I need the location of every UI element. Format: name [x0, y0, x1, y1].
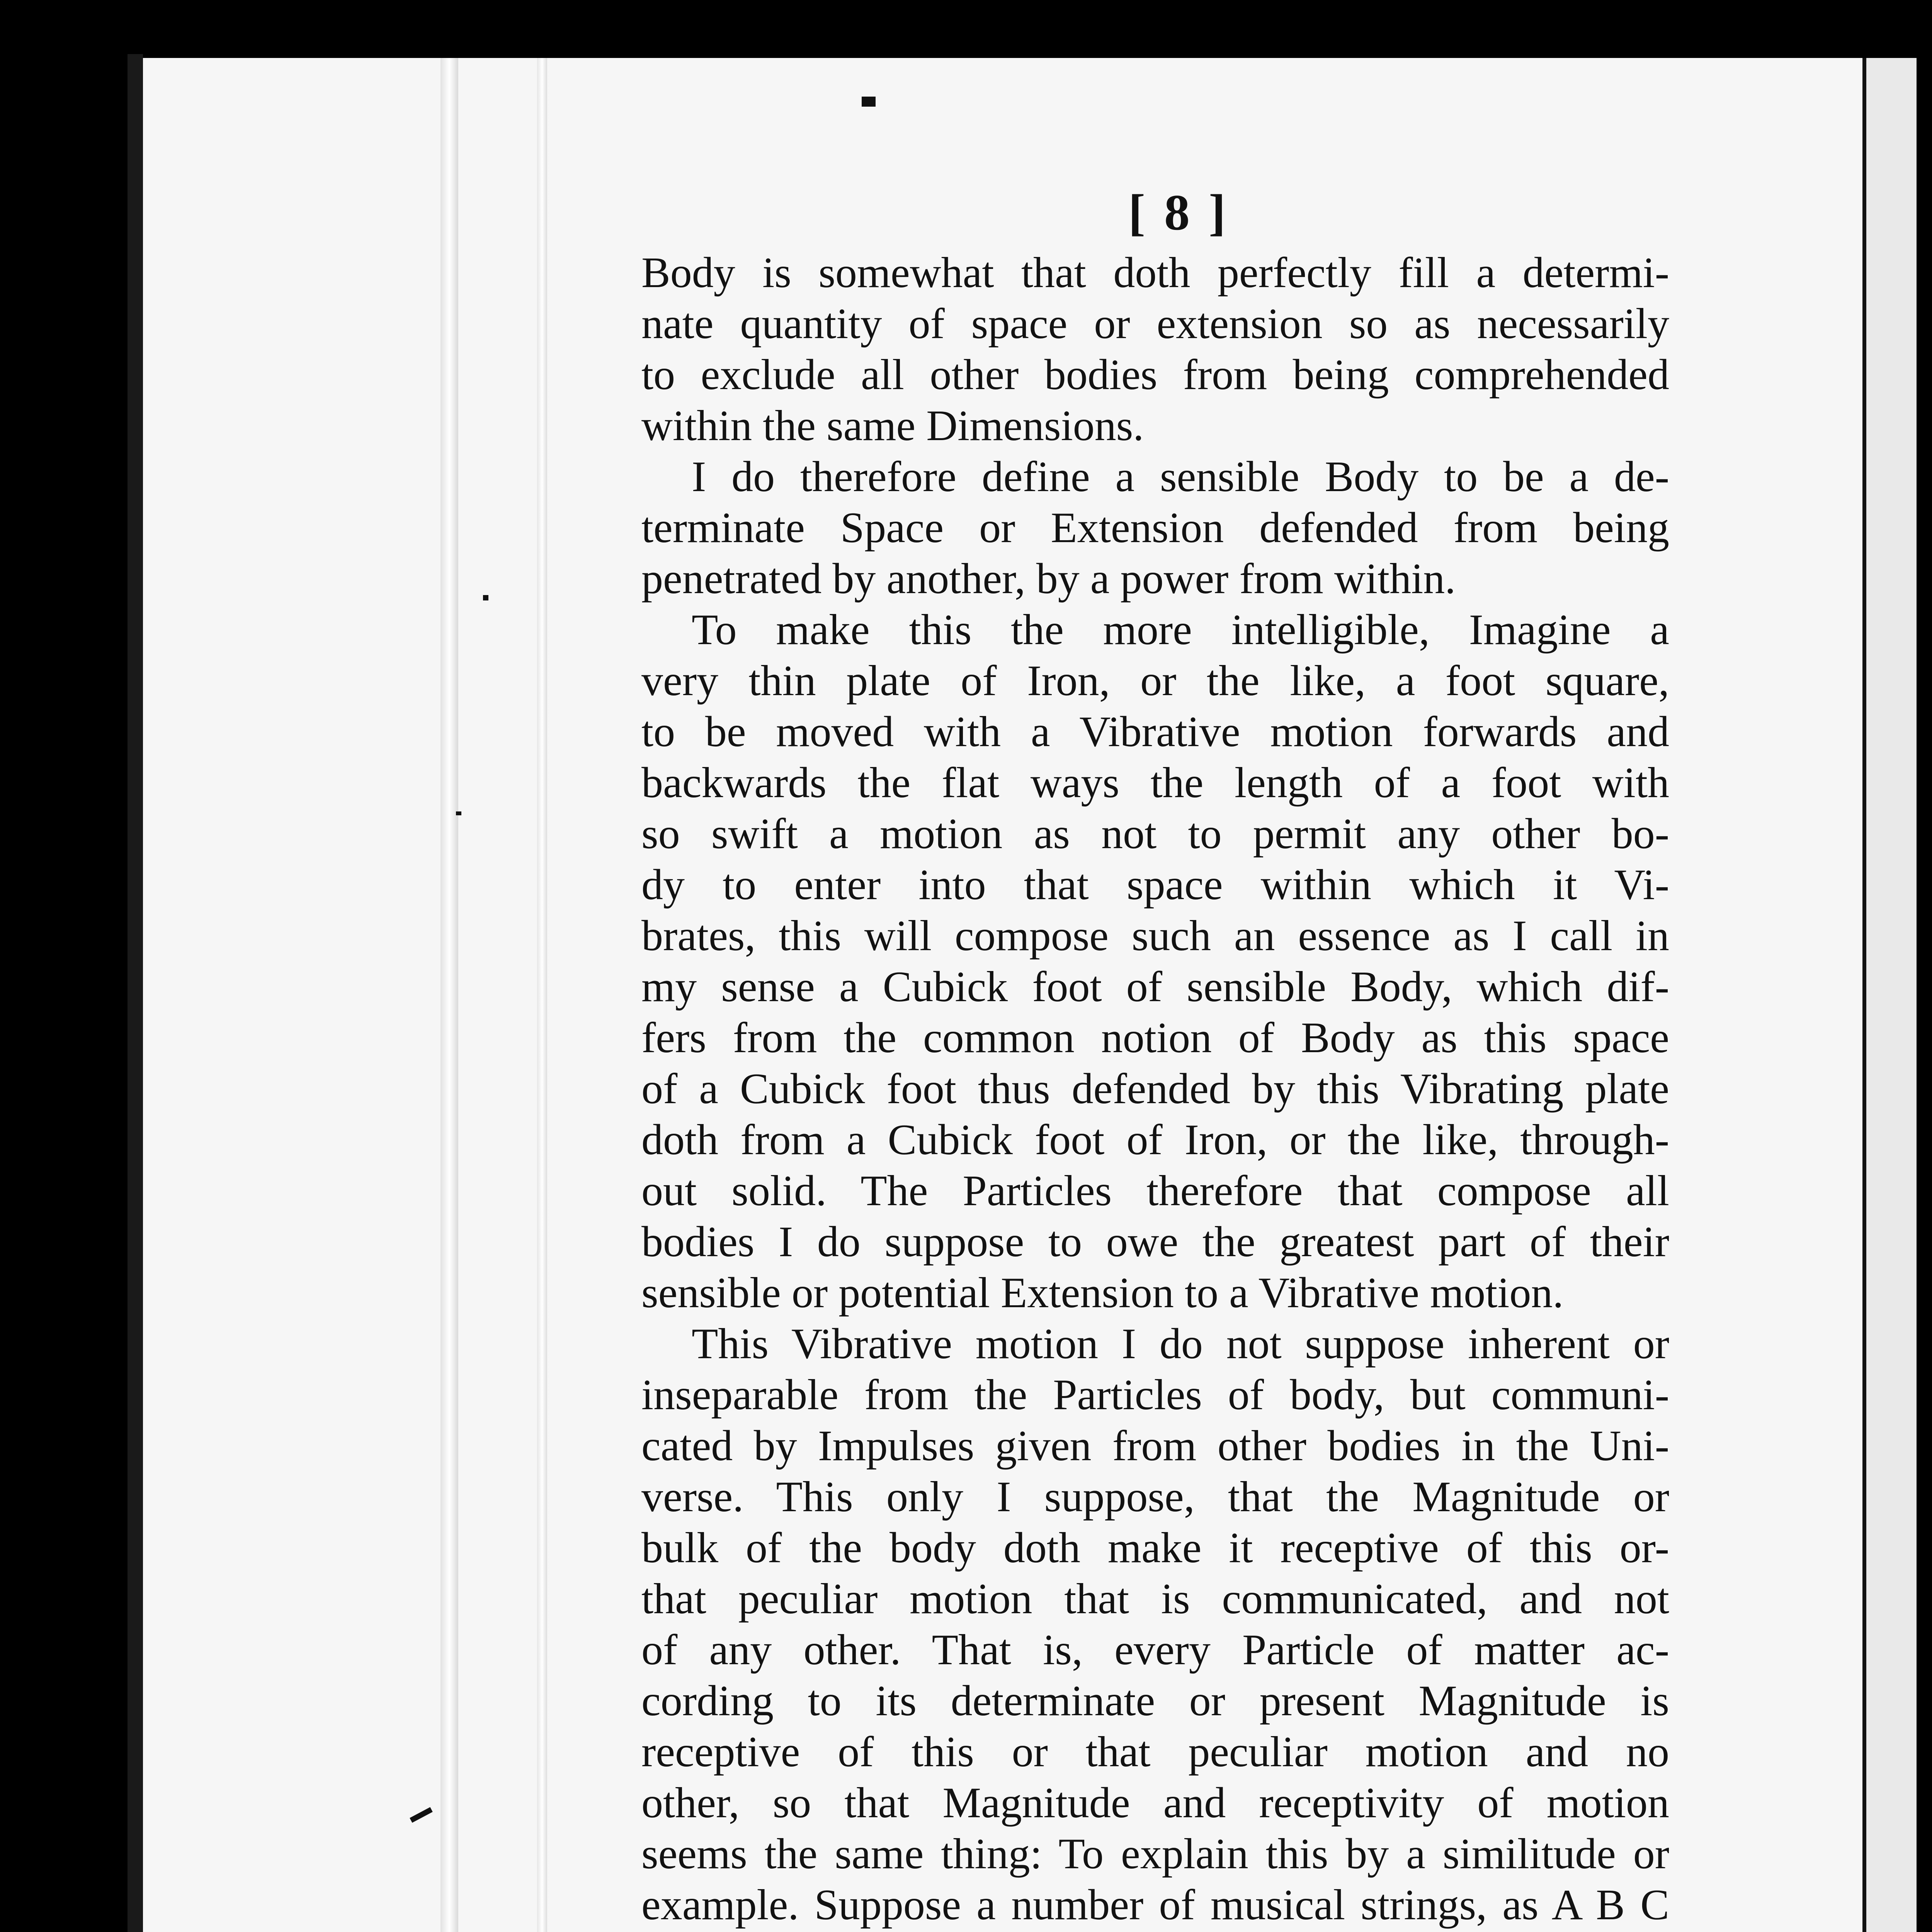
text-line: out solid. The Particles therefore that compose all: [641, 1167, 1669, 1215]
page-left-edge: [128, 54, 143, 1932]
text-line: my sense a Cubick foot of sensible Body, which dif-: [641, 963, 1669, 1011]
page-number: [ 8 ]: [1128, 184, 1229, 241]
text-line: [641, 1930, 1669, 1932]
ink-speck: [456, 811, 461, 815]
text-line: of a Cubick foot thus defended by this Vibrating plate: [641, 1065, 1669, 1113]
text-line: brates, this will compose such an essence as I call in: [641, 912, 1669, 960]
text-line: to exclude all other bodies from being comprehended: [641, 351, 1669, 399]
text-line: bodies I do suppose to owe the greatest part of their: [641, 1218, 1669, 1266]
text-line: cated by Impulses given from other bodies in the Uni-: [641, 1422, 1669, 1470]
text-line: terminate Space or Extension defended from being: [641, 504, 1669, 552]
text-line: other, so that Magnitude and receptivity of motion: [641, 1779, 1669, 1827]
text-line: that peculiar motion that is communicated, and not: [641, 1575, 1669, 1623]
text-line: within the same Dimensions.: [641, 402, 1144, 450]
text-line: I do therefore define a sensible Body to be a de-: [692, 453, 1669, 501]
text-line: receptive of this or that peculiar motion and no: [641, 1728, 1669, 1776]
text-line: inseparable from the Particles of body, but communi-: [641, 1371, 1669, 1419]
text-line: of any other. That is, every Particle of matter ac-: [641, 1626, 1669, 1674]
text-line: Body is somewhat that doth perfectly fill a determi-: [641, 249, 1669, 297]
ink-speck: [483, 595, 488, 600]
text-line: bulk of the body doth make it receptive of this or-: [641, 1524, 1669, 1572]
text-line: backwards the flat ways the length of a foot with: [641, 759, 1669, 807]
text-line: verse. This only I suppose, that the Magnitude or: [641, 1473, 1669, 1521]
text-line: nate quantity of space or extension so as necessarily: [641, 300, 1669, 348]
text-line: fers from the common notion of Body as this space: [641, 1014, 1669, 1062]
text-line: example. Suppose a number of musical strings, as A B C: [641, 1881, 1669, 1929]
text-line: sensible or potential Extension to a Vibrative motion.: [641, 1269, 1564, 1317]
ink-speck: [862, 97, 876, 107]
text-line: dy to enter into that space within which it Vi-: [641, 861, 1669, 909]
page-right-margin-strip: [1862, 58, 1917, 1932]
text-line: very thin plate of Iron, or the like, a foot square,: [641, 657, 1669, 705]
text-line: penetrated by another, by a power from within.: [641, 555, 1456, 603]
page-fold-line: [440, 58, 458, 1932]
page-fold-line: [537, 58, 547, 1932]
text-line: to be moved with a Vibrative motion forwards and: [641, 708, 1669, 756]
text-line: cording to its determinate or present Magnitude is: [641, 1677, 1669, 1725]
text-line: This Vibrative motion I do not suppose inherent or: [692, 1320, 1669, 1368]
text-line: seems the same thing: To explain this by a similitude or: [641, 1830, 1669, 1878]
page-text: [641, 182, 1669, 1932]
text-line: so swift a motion as not to permit any other bo-: [641, 810, 1669, 858]
text-line: doth from a Cubick foot of Iron, or the like, through-: [641, 1116, 1669, 1164]
text-line: To make this the more intelligible, Imagine a: [692, 606, 1669, 654]
